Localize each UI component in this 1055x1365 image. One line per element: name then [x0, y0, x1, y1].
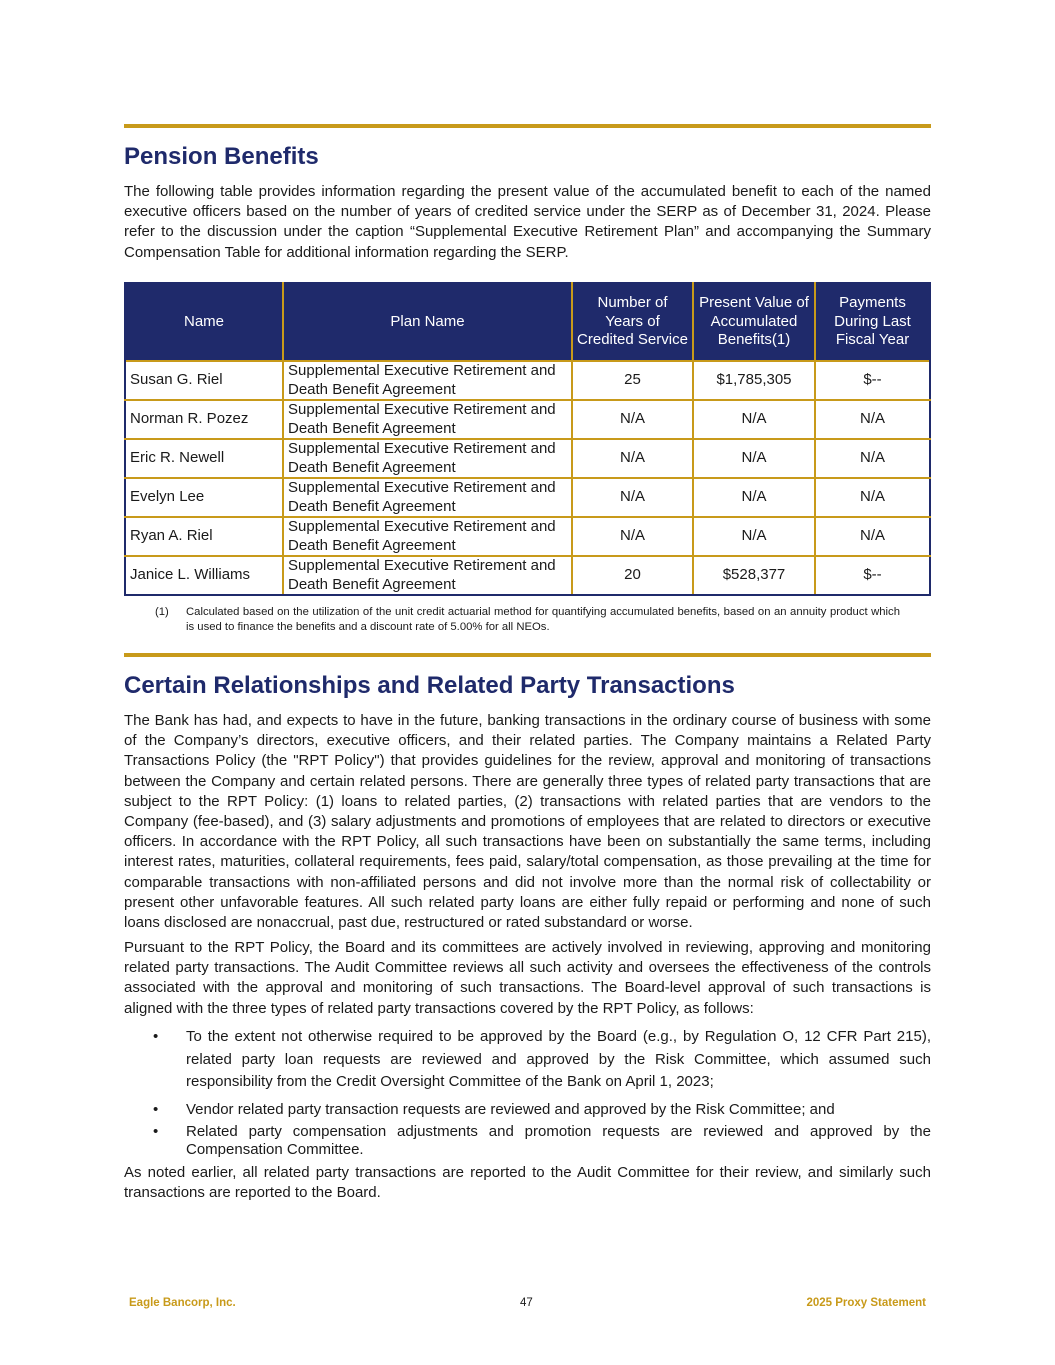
footnote-text: Calculated based on the utilization of the unit credit actuarial method for quantifying accumulated benefits, based on an annuity product which is used to finance the benefits and a discount rate of 5.00% for all NEOs.: [186, 606, 900, 634]
pension-intro-paragraph: The following table provides information regarding the present value of the accumulated benefit to each of the named executive officers based on the number of years of credited service under the SERP as of December 31, 2024. Please refer to the discussion under the caption “Supplemental Executive Retirement Plan” and accompanying the Summary Compensation Table for additional information regarding the SERP.: [124, 183, 931, 261]
list-item: [124, 1026, 931, 1094]
related-party-heading: Certain Relationships and Related Party Transactions: [124, 672, 735, 699]
header-plan-name: Plan Name: [283, 283, 572, 361]
cell-value: N/A: [693, 478, 815, 517]
cell-plan: Supplemental Executive Retirement and Death Benefit Agreement: [283, 361, 572, 400]
table-row: [125, 517, 930, 556]
pension-benefits-heading: Pension Benefits: [124, 143, 319, 170]
table-row: [125, 400, 930, 439]
rpt-paragraph-2: Pursuant to the RPT Policy, the Board and its committees are actively involved in reviewing, approving and monitoring related party transactions. The Audit Committee reviews all such activity and oversees the effectiveness of the controls associated with the approval and monitoring of such transactions. The Board-level approval of such transactions is aligned with the three types of related party transactions covered by the RPT Policy, as follows:: [124, 939, 931, 1017]
table-row: [125, 556, 930, 595]
cell-years: N/A: [572, 439, 693, 478]
cell-value: N/A: [693, 517, 815, 556]
bullet-mark: •: [153, 1028, 159, 1045]
list-item: [124, 1100, 931, 1120]
cell-plan: Supplemental Executive Retirement and Death Benefit Agreement: [283, 439, 572, 478]
cell-payments: $--: [815, 556, 930, 595]
rpt-paragraph-1: The Bank has had, and expects to have in the future, banking transactions in the ordinary course of business with some of the Company’s directors, executive officers, and their related parties. The Company maintains a Related Party Transactions Policy (the "RPT Policy") that provides guidelines for the review, approval and monitoring of transactions between the Company and certain related persons. There are generally three types of related party transactions that are subject to the RPT Policy: (1) loans to related parties, (2) transactions with related parties that are vendors to the Company (fee-based), and (3) salary adjustments and promotions of employees that are related to directors or executive officers. In accordance with the RPT Policy, all such transactions have been on substantially the same terms, including interest rates, maturities, collateral requirements, fees paid, salary/total compensation, as those prevailing at the time for comparable transactions with non-affiliated persons and did not involve more than the normal risk of collectability or present other unfavorable features. All such related party loans are either fully repaid or performing and none of such loans disclosed are nonaccrual, past due, restructured or rated substandard or worse.: [124, 712, 931, 932]
cell-payments: N/A: [815, 478, 930, 517]
cell-plan: Supplemental Executive Retirement and Death Benefit Agreement: [283, 556, 572, 595]
header-present-value: Present Value of Accumulated Benefits(1): [693, 283, 815, 361]
section-divider: [124, 653, 931, 657]
bullet-mark: •: [153, 1122, 159, 1140]
header-years-service: Number of Years of Credited Service: [572, 283, 693, 361]
list-item: [124, 1123, 931, 1159]
bullet-text: To the extent not otherwise required to be approved by the Board (e.g., by Regulation O, 12 CFR Part 215), related party loan requests are reviewed and approved by the Risk Committee, which assumed such responsibility from the Credit Oversight Committee of the Bank on April 1, 2023;: [186, 1028, 931, 1090]
header-payments: Payments During Last Fiscal Year: [815, 283, 930, 361]
table-row: [125, 361, 930, 400]
cell-years: N/A: [572, 517, 693, 556]
cell-years: 25: [572, 361, 693, 400]
bullet-text: Related party compensation adjustments and promotion requests are reviewed and approved by the Compensation Committee.: [186, 1122, 931, 1158]
cell-name: Susan G. Riel: [125, 361, 283, 400]
cell-value: N/A: [693, 400, 815, 439]
cell-years: N/A: [572, 400, 693, 439]
cell-value: N/A: [693, 439, 815, 478]
cell-value: $528,377: [693, 556, 815, 595]
cell-value: $1,785,305: [693, 361, 815, 400]
rpt-paragraph-3: As noted earlier, all related party transactions are reported to the Audit Committee for their review, and similarly such transactions are reported to the Board.: [124, 1164, 931, 1202]
table-row: [125, 439, 930, 478]
cell-payments: N/A: [815, 517, 930, 556]
table-row: [125, 478, 930, 517]
bullet-text: Vendor related party transaction requests are reviewed and approved by the Risk Committee; and: [186, 1100, 835, 1118]
cell-years: 20: [572, 556, 693, 595]
cell-name: Ryan A. Riel: [125, 517, 283, 556]
cell-name: Evelyn Lee: [125, 478, 283, 517]
cell-name: Norman R. Pozez: [125, 400, 283, 439]
cell-plan: Supplemental Executive Retirement and Death Benefit Agreement: [283, 400, 572, 439]
footer-page-number: 47: [520, 1297, 533, 1309]
cell-years: N/A: [572, 478, 693, 517]
footer-company: Eagle Bancorp, Inc.: [129, 1297, 236, 1309]
bullet-mark: •: [153, 1100, 159, 1118]
cell-plan: Supplemental Executive Retirement and Death Benefit Agreement: [283, 517, 572, 556]
header-name: Name: [125, 283, 283, 361]
cell-name: Janice L. Williams: [125, 556, 283, 595]
table-header-row: [125, 283, 930, 361]
table-footnote: [155, 605, 900, 635]
footnote-number: (1): [155, 606, 169, 618]
cell-payments: N/A: [815, 439, 930, 478]
cell-payments: N/A: [815, 400, 930, 439]
cell-plan: Supplemental Executive Retirement and Death Benefit Agreement: [283, 478, 572, 517]
pension-benefits-table: [124, 282, 931, 596]
rpt-bullet-list: [124, 1026, 931, 1158]
cell-name: Eric R. Newell: [125, 439, 283, 478]
footer-document-title: 2025 Proxy Statement: [806, 1297, 926, 1309]
section-divider: [124, 124, 931, 128]
cell-payments: $--: [815, 361, 930, 400]
